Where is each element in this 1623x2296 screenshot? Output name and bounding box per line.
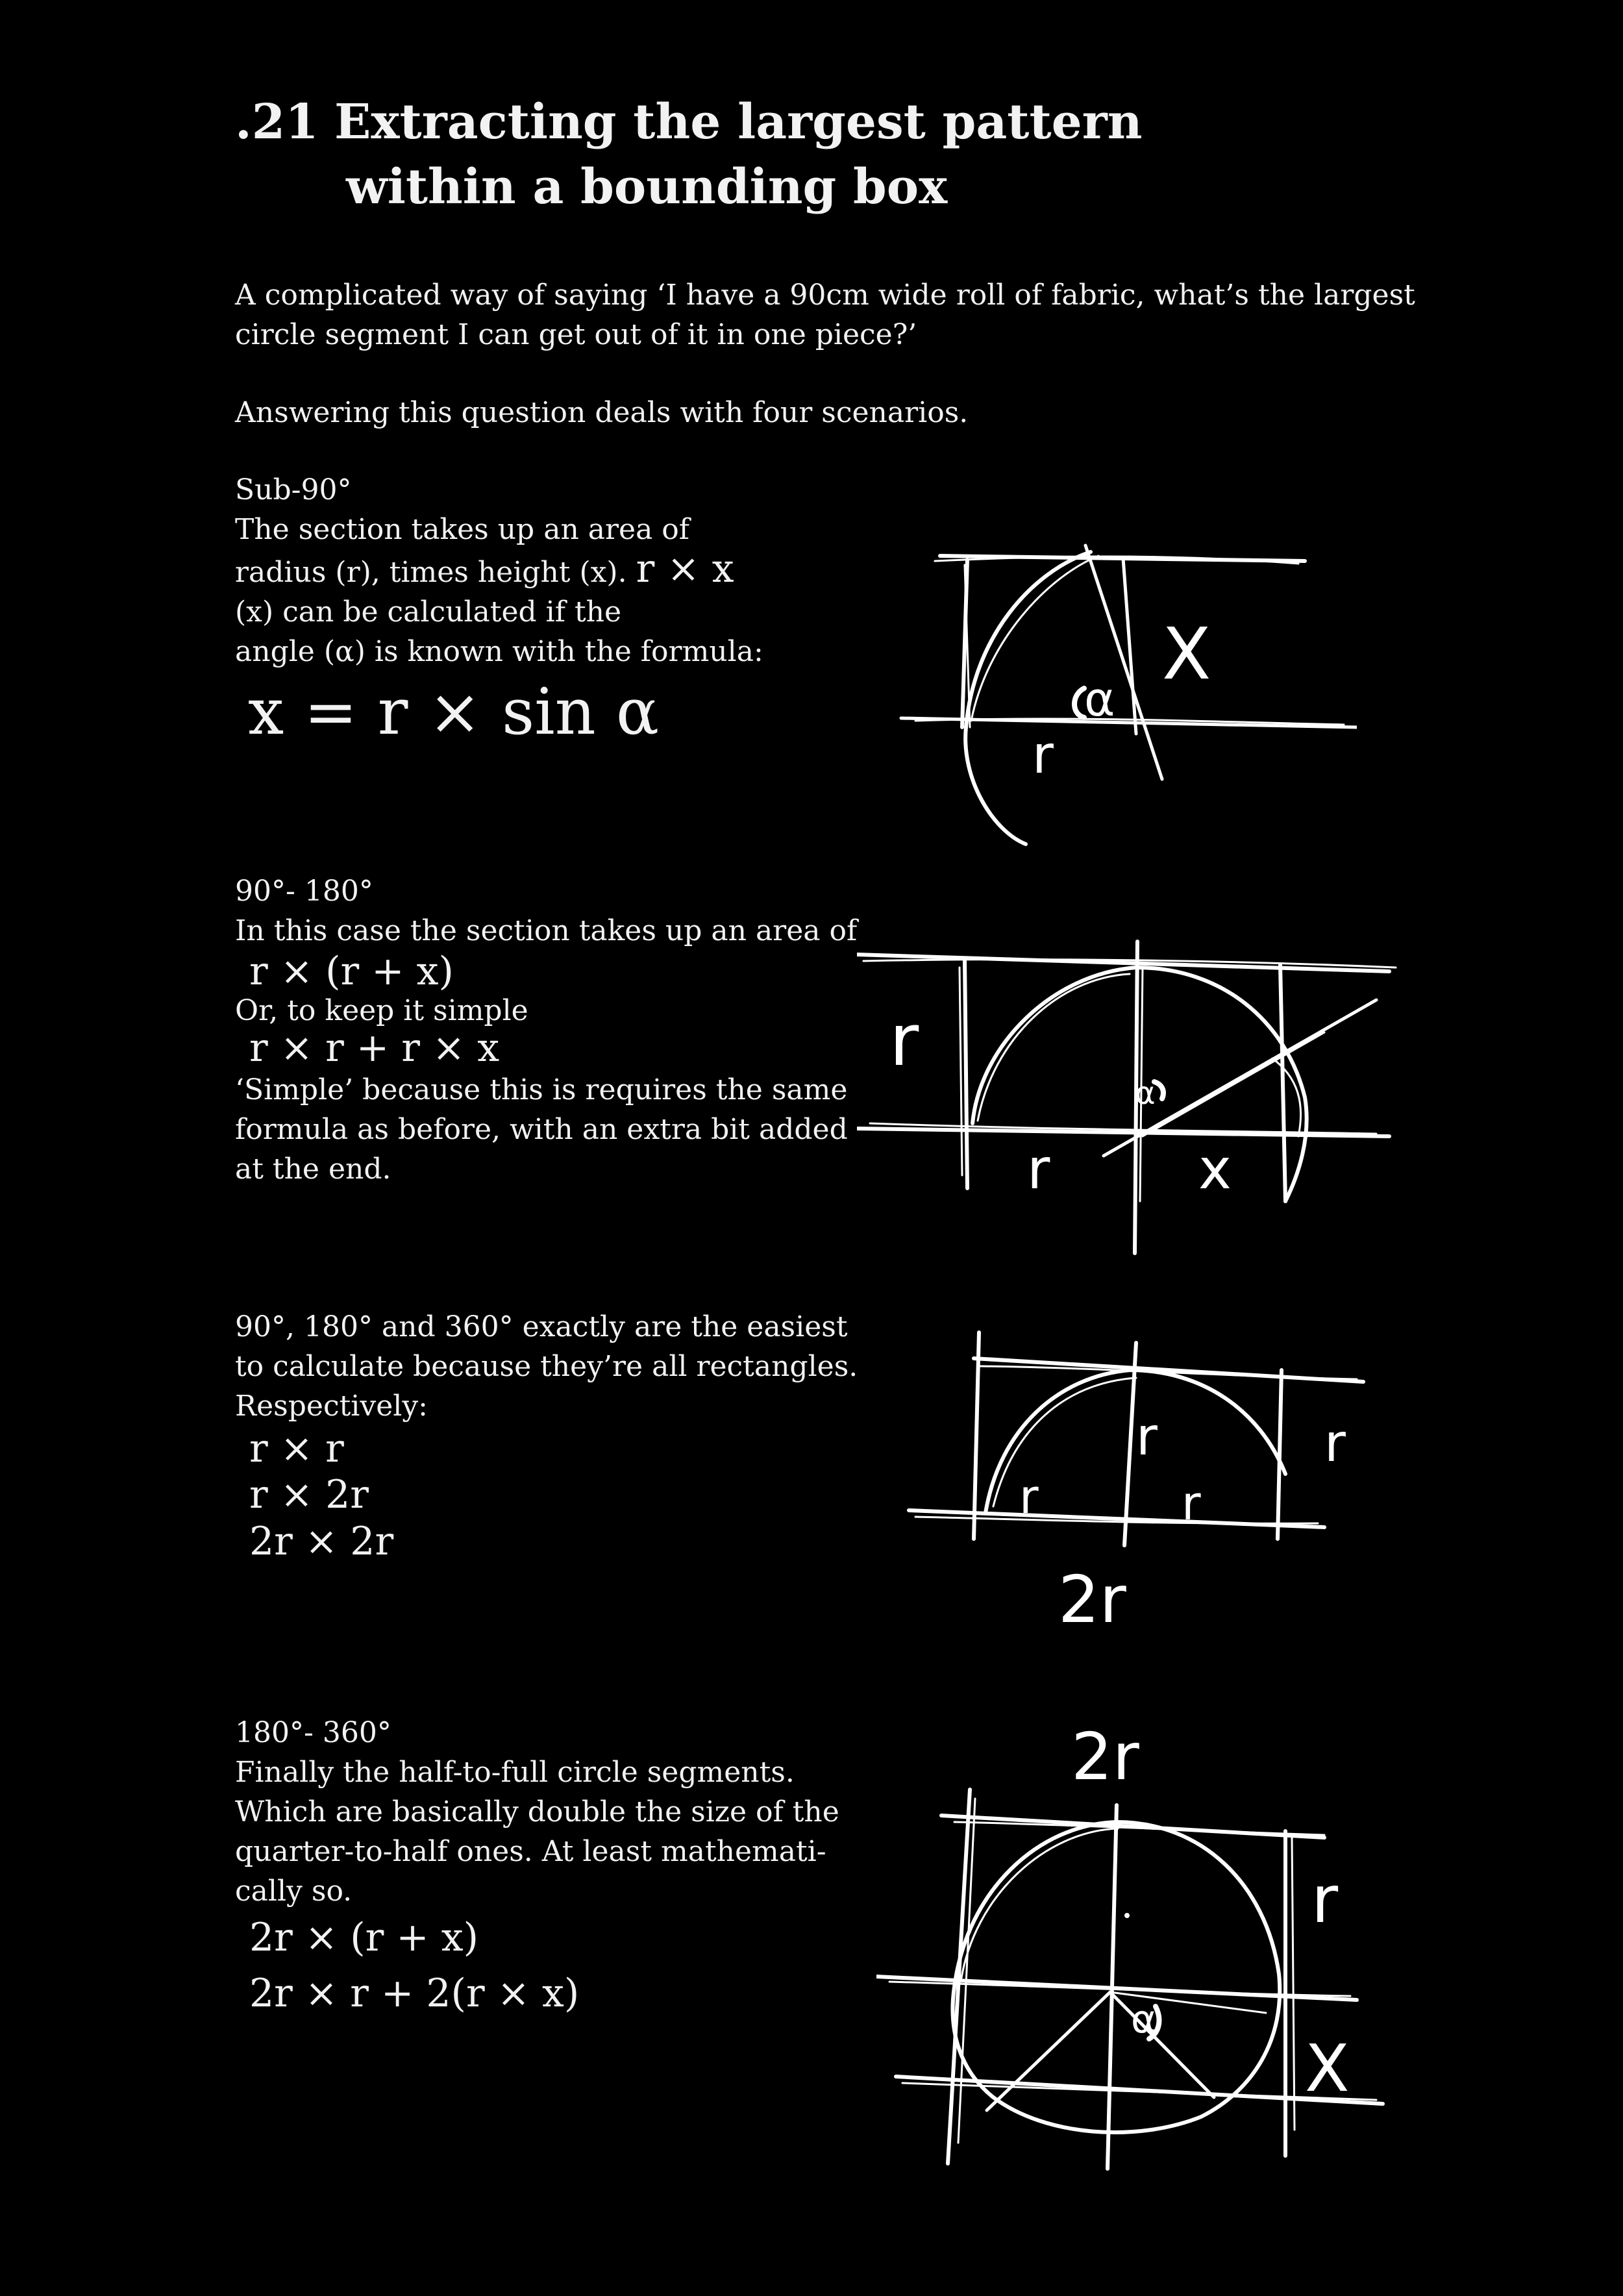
sketch-4-r-label: r: [1311, 1862, 1339, 1938]
section-4-formula-2: 2r × r + 2(r × x): [249, 1971, 580, 2016]
section-4-line-2: Which are basically double the size of the: [235, 1795, 839, 1828]
sketch-3-r-right: r: [1324, 1413, 1346, 1473]
section-2-line-3: ‘Simple’ because this is requires the same: [235, 1073, 848, 1106]
scenarios-line: Answering this question deals with four scenarios.: [235, 396, 969, 429]
sketch-2-r-side: r: [889, 999, 919, 1082]
section-1-formula: x = r × sin α: [248, 675, 660, 749]
section-4-line-4: cally so.: [235, 1875, 353, 1908]
section-1-line-3: (x) can be calculated if the: [235, 595, 622, 629]
section-number: .21: [235, 94, 319, 150]
sketch-3-r-mid: r: [1136, 1406, 1158, 1467]
section-3-text: [235, 1307, 858, 1426]
section-1-inline-formula: r × x: [636, 546, 734, 592]
intro-paragraph: [235, 275, 1415, 355]
section-2-text-bottom: [235, 1070, 848, 1189]
section-1-text: [235, 470, 763, 671]
sketch-3-2r-label: 2r: [1058, 1562, 1126, 1630]
sketch-1-r-label: r: [1032, 725, 1054, 785]
intro-line-2: circle segment I can get out of it in one piece?’: [235, 318, 917, 351]
section-1-heading: Sub-90°: [235, 473, 352, 506]
sketch-4-x-label: X: [1305, 2030, 1350, 2106]
section-2-formula-1: r × (r + x): [249, 949, 454, 994]
section-2-heading: 90°- 180°: [235, 875, 373, 908]
sketch-4-2r-label: 2r: [1071, 1727, 1139, 1795]
sketch-1-x-label: X: [1162, 612, 1211, 695]
sketch-90-180: [857, 929, 1402, 1266]
section-4-line-1: Finally the half-to-full circle segments.: [235, 1756, 795, 1789]
section-3-formula-2: r × 2r: [249, 1472, 369, 1517]
sketch-2-x-bottom: x: [1198, 1137, 1232, 1202]
section-4-line-3: quarter-to-half ones. At least mathemati-: [235, 1835, 826, 1868]
section-3-line-2: to calculate because they’re all rectangles.: [235, 1350, 858, 1383]
section-4-formula-1: 2r × (r + x): [249, 1915, 479, 1960]
section-2-line-5: at the end.: [235, 1153, 391, 1186]
section-2-line-1: In this case the section takes up an area of: [235, 914, 858, 947]
sketch-1-alpha: α: [1084, 672, 1115, 727]
intro-line-1: A complicated way of saying ‘I have a 90cm wide roll of fabric, what’s the largest: [235, 279, 1415, 312]
sketch-3-r-mid-low: r: [1182, 1476, 1201, 1530]
title-line-2: within a bounding box: [346, 159, 948, 215]
sketch-exact-angles: [902, 1325, 1383, 1630]
section-2-line-2: Or, to keep it simple: [235, 994, 528, 1027]
section-2-line-4: formula as before, with an extra bit added: [235, 1113, 848, 1146]
section-3-formula-1: r × r: [249, 1426, 344, 1471]
sketch-sub-90: [889, 532, 1357, 857]
sketch-180-360: [876, 1727, 1396, 2182]
section-2-text-top: [235, 871, 857, 951]
sketch-2-r-bottom: r: [1027, 1137, 1050, 1202]
section-1-line-2-text: radius (r), times height (x).: [235, 556, 627, 589]
section-2-formula-2: r × r + r × x: [249, 1025, 500, 1071]
sketch-3-r-left-low: r: [1019, 1469, 1039, 1524]
section-1-line-2: [235, 546, 763, 592]
section-4-text: [235, 1713, 839, 1911]
section-1-line-1: The section takes up an area of: [235, 513, 690, 546]
page-title: [334, 90, 1178, 219]
section-3-line-3: Respectively:: [235, 1390, 428, 1423]
section-3-formula-3: 2r × 2r: [249, 1519, 394, 1564]
section-3-line-1: 90°, 180° and 360° exactly are the easiest: [235, 1310, 848, 1343]
section-1-line-4: angle (α) is known with the formula:: [235, 635, 763, 668]
title-line-1: Extracting the largest pattern: [334, 94, 1143, 150]
scenarios-text: [235, 393, 968, 432]
sketch-2-alpha: α: [1135, 1075, 1156, 1112]
section-4-heading: 180°- 360°: [235, 1716, 391, 1749]
sketch-4-alpha: α: [1131, 1997, 1157, 2042]
